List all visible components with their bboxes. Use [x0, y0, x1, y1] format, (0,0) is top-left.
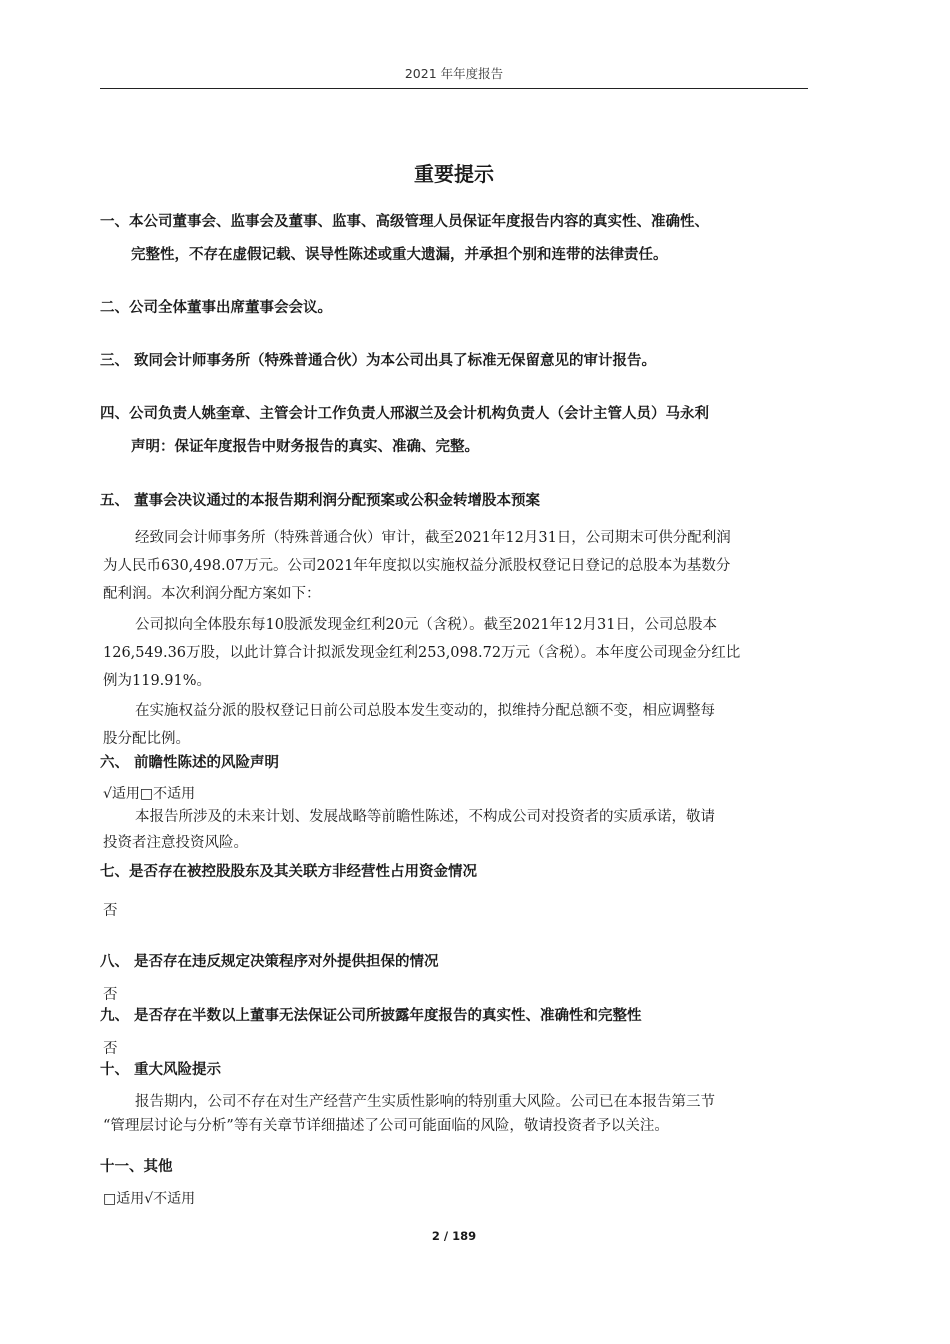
section-10-heading: 十、 重大风险提示 [100, 1062, 222, 1078]
paragraph-line: 在实施权益分派的股权登记日前公司总股本发生变动的，拟维持分配总额不变，相应调整每 [135, 703, 715, 719]
paragraph-line: 股分配比例。 [103, 731, 190, 747]
section-6-heading: 六、 前瞻性陈述的风险声明 [100, 755, 280, 771]
section-8-heading: 八、 是否存在违反规定决策程序对外提供担保的情况 [100, 954, 439, 970]
section-1-line-2: 完整性，不存在虚假记载、误导性陈述或重大遗漏，并承担个别和连带的法律责任。 [131, 247, 668, 263]
paragraph-line: 为人民币630,498.07万元。公司2021年年度拟以实施权益分派股权登记日登记的总股本为基数分 [103, 558, 731, 574]
report-header: 2021 年年度报告 [404, 66, 504, 81]
paragraph-line: 公司拟向全体股东每10股派发现金红利20元（含税）。截至2021年12月31日，公司总股本 [135, 617, 717, 633]
section-4-line-2: 声明：保证年度报告中财务报告的真实、准确、完整。 [131, 439, 479, 455]
paragraph-line: “管理层讨论与分析”等有关章节详细描述了公司可能面临的风险，敬请投资者予以关注。 [103, 1118, 669, 1134]
paragraph-line: 报告期内，公司不存在对生产经营产生实质性影响的特别重大风险。公司已在本报告第三节 [135, 1094, 715, 1110]
section-1-line-1: 一、本公司董事会、监事会及董事、监事、高级管理人员保证年度报告内容的真实性、准确性、 [100, 214, 709, 230]
paragraph-line: 配利润。本次利润分配方案如下： [103, 586, 321, 602]
section-7-answer: 否 [103, 903, 118, 919]
page-number: 2 / 189 [431, 1229, 477, 1243]
section-2: 二、公司全体董事出席董事会会议。 [100, 300, 332, 316]
section-7-heading: 七、是否存在被控股股东及其关联方非经营性占用资金情况 [100, 864, 477, 880]
section-11-heading: 十一、其他 [100, 1159, 173, 1175]
applicability-indicator: □适用√不适用 [103, 1191, 196, 1207]
section-9-answer: 否 [103, 1041, 118, 1057]
paragraph-line: 126,549.36万股，以此计算合计拟派发现金红利253,098.72万元（含税）。本年度公司现金分红比 [103, 645, 741, 661]
applicability-indicator: √适用□不适用 [103, 786, 196, 802]
section-4-line-1: 四、公司负责人姚奎章、主管会计工作负责人邢淑兰及会计机构负责人（会计主管人员）马永利 [100, 406, 709, 422]
paragraph-line: 投资者注意投资风险。 [103, 835, 248, 851]
paragraph-line: 经致同会计师事务所（特殊普通合伙）审计，截至2021年12月31日，公司期末可供分配利润 [135, 530, 731, 546]
section-3: 三、 致同会计师事务所（特殊普通合伙）为本公司出具了标准无保留意见的审计报告。 [100, 353, 657, 369]
section-9-heading: 九、 是否存在半数以上董事无法保证公司所披露年度报告的真实性、准确性和完整性 [100, 1008, 642, 1024]
paragraph-line: 本报告所涉及的未来计划、发展战略等前瞻性陈述，不构成公司对投资者的实质承诺，敬请 [135, 809, 715, 825]
paragraph-line: 例为119.91%。 [103, 673, 212, 689]
section-5-heading: 五、 董事会决议通过的本报告期利润分配预案或公积金转增股本预案 [100, 493, 541, 509]
header-rule [100, 88, 808, 89]
section-8-answer: 否 [103, 987, 118, 1003]
page-title: 重要提示 [414, 162, 494, 186]
